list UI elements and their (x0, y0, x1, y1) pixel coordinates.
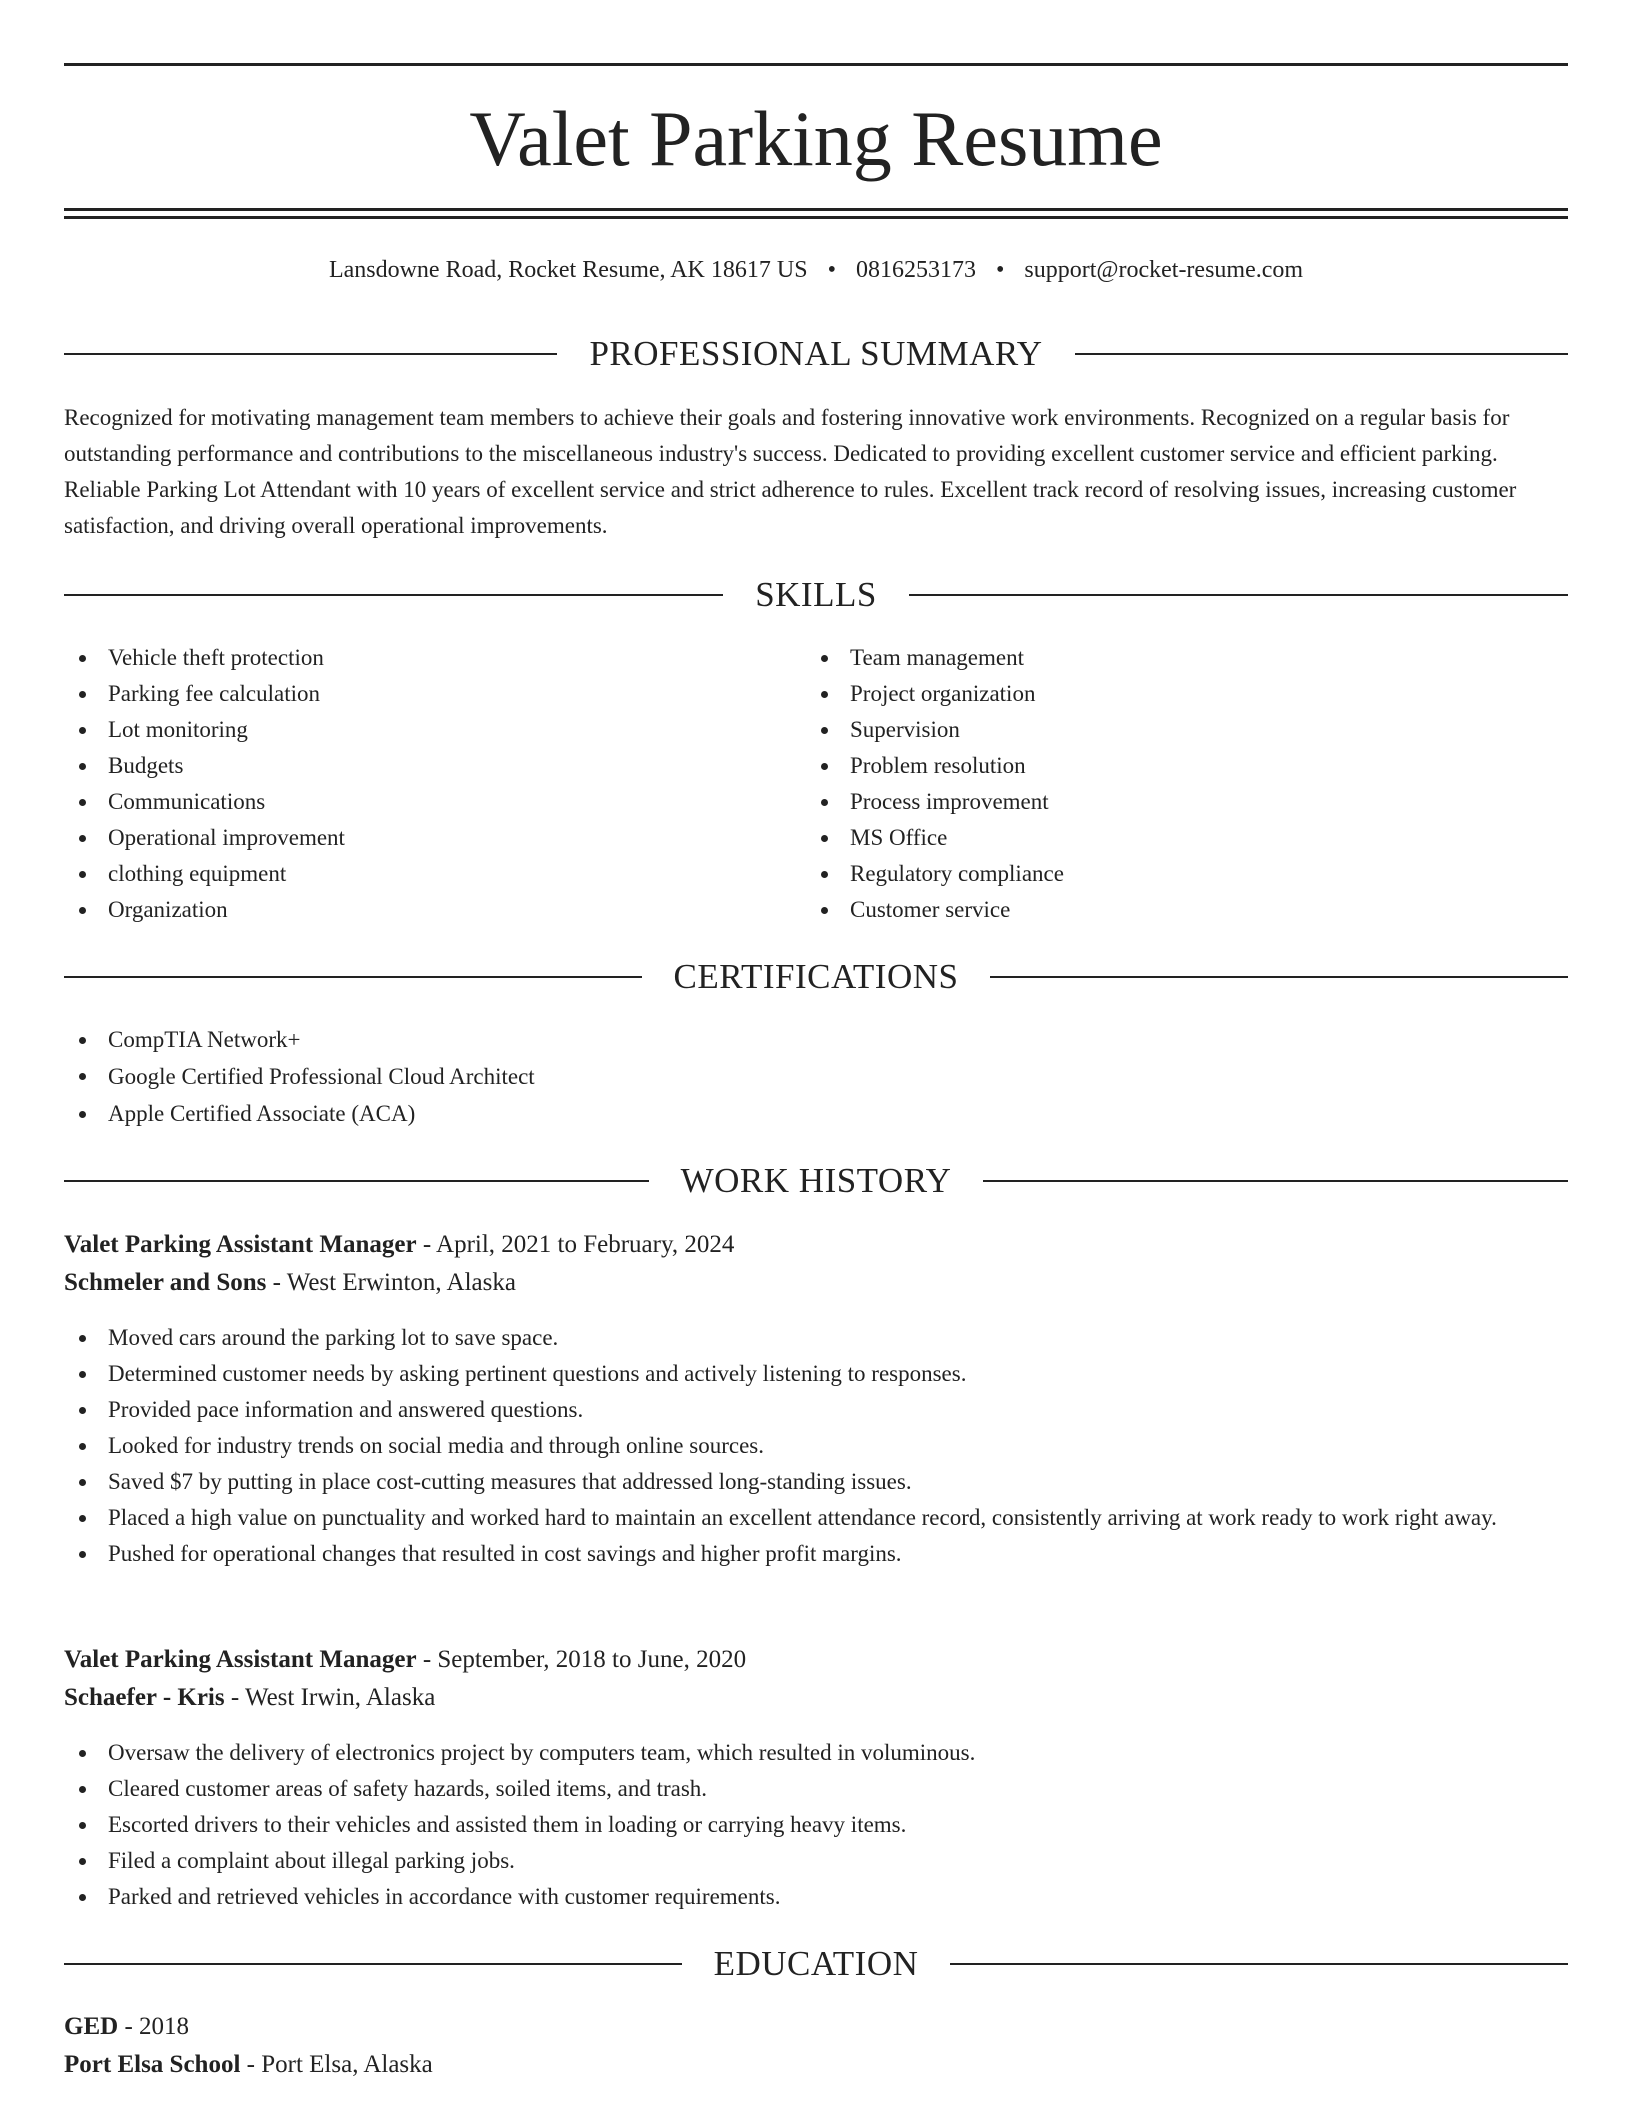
heading-rule-right (990, 976, 1568, 978)
skill-item: Organization (64, 892, 764, 928)
skills-list-left (64, 640, 764, 928)
heading-rule-left (64, 976, 642, 978)
education-location: - Port Elsa, Alaska (246, 2051, 433, 2078)
skill-item: Supervision (806, 712, 1506, 748)
skills-heading (64, 573, 1568, 617)
skill-item: Parking fee calculation (64, 676, 764, 712)
certification-item: Apple Certified Associate (ACA) (64, 1096, 1568, 1132)
header-double-rule-upper (64, 208, 1568, 211)
job-duty: Escorted drivers to their vehicles and assisted them in loading or carrying heavy items. (64, 1807, 1568, 1843)
contact-address: Lansdowne Road, Rocket Resume, AK 18617 US (328, 257, 808, 283)
job-company-line (64, 1264, 1568, 1302)
job-title: Valet Parking Assistant Manager (64, 1646, 417, 1673)
job-company: Schmeler and Sons (64, 1269, 267, 1296)
contact-separator: • (827, 257, 836, 283)
skill-item: clothing equipment (64, 856, 764, 892)
job-duty: Provided pace information and answered questions. (64, 1392, 1568, 1428)
job-duties-list (64, 1320, 1568, 1572)
job-duty: Oversaw the delivery of electronics project by computers team, which resulted in voluminous. (64, 1735, 1568, 1771)
education-heading (64, 1942, 1568, 1986)
certification-item: CompTIA Network+ (64, 1022, 1568, 1058)
education-school: Port Elsa School (64, 2051, 241, 2078)
skill-item: Communications (64, 784, 764, 820)
contact-line (64, 252, 1568, 288)
education-year: - 2018 (124, 2013, 190, 2040)
certifications-heading-label: CERTIFICATIONS (673, 957, 959, 996)
work-history-heading (64, 1159, 1568, 1203)
job-title: Valet Parking Assistant Manager (64, 1231, 417, 1258)
certification-item: Google Certified Professional Cloud Architect (64, 1058, 1568, 1096)
skill-item: Operational improvement (64, 820, 764, 856)
certifications-list (64, 1022, 1568, 1132)
job-duty: Looked for industry trends on social media and through online sources. (64, 1428, 1568, 1464)
skill-item: Team management (806, 640, 1506, 676)
job-duty: Pushed for operational changes that resulted in cost savings and higher profit margins. (64, 1536, 1568, 1572)
resume-title: Valet Parking Resume (469, 95, 1163, 182)
heading-rule-left (64, 353, 557, 355)
heading-rule-right (950, 1963, 1568, 1965)
certifications-heading (64, 955, 1568, 999)
header-top-rule (64, 63, 1568, 66)
heading-rule-right (1075, 353, 1568, 355)
work-history-heading-label: WORK HISTORY (680, 1161, 952, 1200)
heading-rule-left (64, 1963, 682, 1965)
contact-email: support@rocket-resume.com (1024, 257, 1304, 283)
job-company-line (64, 1679, 1568, 1717)
skill-item: Vehicle theft protection (64, 640, 764, 676)
job-duty: Determined customer needs by asking pertinent questions and actively listening to responses. (64, 1356, 1568, 1392)
job-title-line (64, 1641, 1568, 1679)
summary-heading (64, 332, 1568, 376)
skill-item: Budgets (64, 748, 764, 784)
job-duty: Parked and retrieved vehicles in accordance with customer requirements. (64, 1879, 1568, 1915)
job-title-line (64, 1226, 1568, 1264)
skill-item: Customer service (806, 892, 1506, 928)
job-duty: Moved cars around the parking lot to save space. (64, 1320, 1568, 1356)
contact-separator: • (995, 257, 1005, 283)
heading-rule-left (64, 594, 723, 596)
education-degree: GED (64, 2013, 119, 2040)
skill-item: Lot monitoring (64, 712, 764, 748)
heading-rule-left (64, 1180, 649, 1182)
skill-item: Process improvement (806, 784, 1506, 820)
header-double-rule-lower (64, 216, 1568, 219)
skill-item: Problem resolution (806, 748, 1506, 784)
education-heading-label: EDUCATION (713, 1944, 919, 1983)
job-location: - West Erwinton, Alaska (272, 1269, 516, 1296)
job-duty: Placed a high value on punctuality and worked hard to maintain an excellent attendance record, consistently arriving at work ready to work right away. (64, 1500, 1568, 1536)
skill-item: MS Office (806, 820, 1506, 856)
skills-list-right (806, 640, 1506, 928)
heading-rule-right (909, 594, 1568, 596)
job-duty: Saved $7 by putting in place cost-cutting measures that addressed long-standing issues. (64, 1464, 1568, 1500)
skill-item: Regulatory compliance (806, 856, 1506, 892)
heading-rule-right (983, 1180, 1568, 1182)
job-duty: Filed a complaint about illegal parking jobs. (64, 1843, 1568, 1879)
job-duty: Cleared customer areas of safety hazards, soiled items, and trash. (64, 1771, 1568, 1807)
job-dates: - April, 2021 to February, 2024 (422, 1231, 735, 1258)
job-company: Schaefer - Kris (64, 1684, 225, 1711)
education-school-line (64, 2046, 1568, 2084)
job-location: - West Irwin, Alaska (230, 1684, 436, 1711)
job-dates: - September, 2018 to June, 2020 (422, 1646, 747, 1673)
education-degree-line (64, 2008, 1568, 2046)
skill-item: Project organization (806, 676, 1506, 712)
skills-heading-label: SKILLS (755, 575, 877, 614)
summary-text: Recognized for motivating management team members to achieve their goals and fostering innovative work environments. Recognized on a regular basis for outstanding performance and contributions to the miscellaneous industry's success. Dedicated to providing excellent customer service and efficient parking. Reliable Parking Lot Attendant with 10 years of excellent service and strict adherence to rules. Excellent track record of resolving issues, increasing customer satisfaction, and driving overall operational improvements. (64, 405, 1517, 538)
summary-heading-label: PROFESSIONAL SUMMARY (589, 334, 1043, 373)
contact-phone: 0816253173 (855, 257, 976, 283)
job-duties-list (64, 1735, 1568, 1915)
